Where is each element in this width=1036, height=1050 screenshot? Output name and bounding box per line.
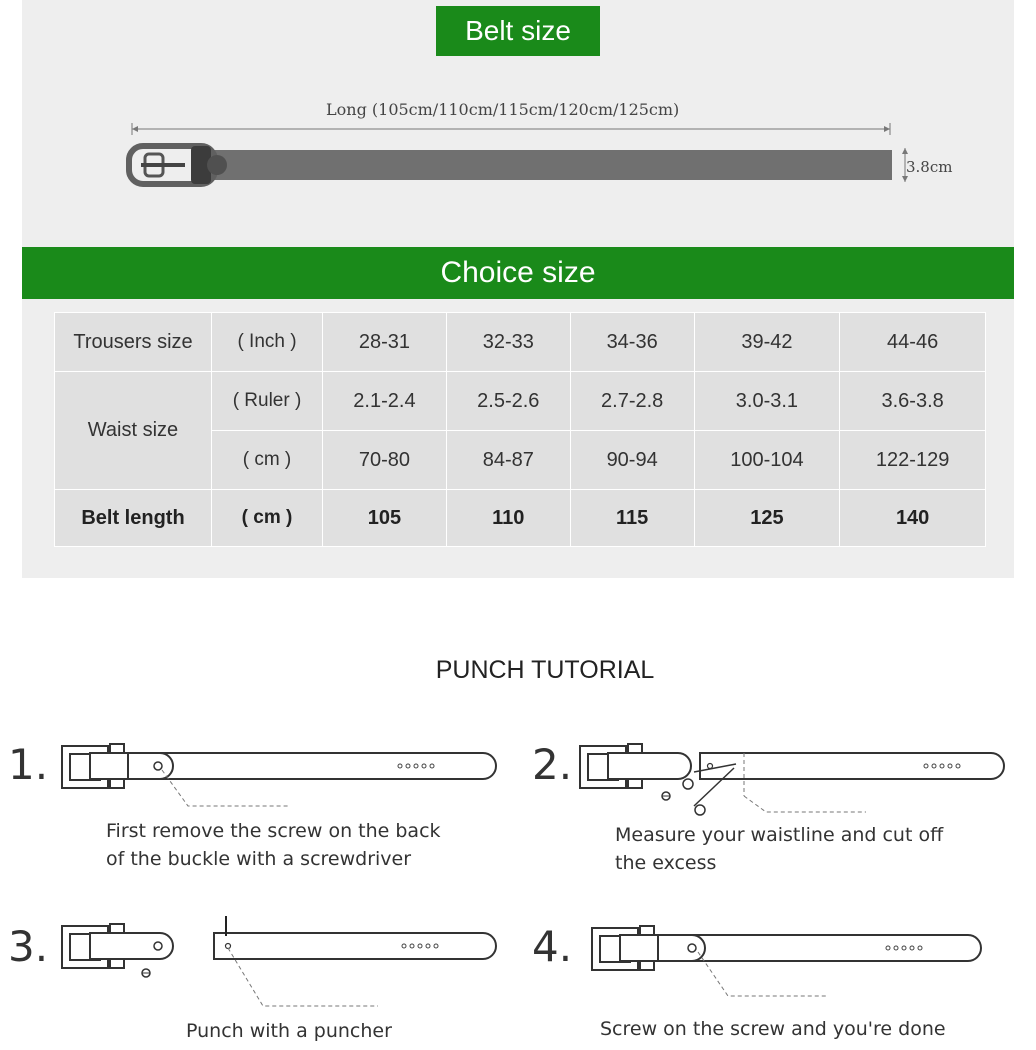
step-1-illustration	[58, 740, 498, 815]
table-cell: 110	[446, 490, 570, 547]
step-3-illustration	[58, 912, 508, 1012]
waist-size-label: Waist size	[55, 372, 212, 490]
belt-illustration	[125, 140, 965, 190]
ruler-unit: ( Ruler )	[212, 372, 323, 431]
belt-length-label: Belt length	[55, 490, 212, 547]
step-1-number: 1.	[8, 740, 49, 789]
step-4-text: Screw on the screw and you're done	[600, 1018, 946, 1040]
step-3-number: 3.	[8, 922, 49, 971]
table-row	[55, 372, 986, 431]
inch-unit: ( Inch )	[212, 313, 323, 372]
table-cell: 84-87	[446, 431, 570, 490]
table-cell: 2.7-2.8	[570, 372, 694, 431]
trousers-size-label: Trousers size	[55, 313, 212, 372]
table-cell: 2.1-2.4	[323, 372, 447, 431]
table-cell: 44-46	[840, 313, 986, 372]
step-2-illustration	[576, 736, 1016, 821]
cm-unit: ( cm )	[212, 431, 323, 490]
step-2-text: Measure your waistline and cut off the excess	[615, 824, 944, 874]
belt-length-unit: ( cm )	[212, 490, 323, 547]
table-cell: 28-31	[323, 313, 447, 372]
step-1-text: First remove the screw on the back of the buckle with a screwdriver	[106, 820, 441, 870]
table-cell: 115	[570, 490, 694, 547]
size-chart-table	[54, 312, 986, 547]
table-cell: 105	[323, 490, 447, 547]
table-cell: 100-104	[694, 431, 840, 490]
step-2-number: 2.	[532, 740, 573, 789]
table-cell: 140	[840, 490, 986, 547]
table-cell: 2.5-2.6	[446, 372, 570, 431]
belt-size-heading: Belt size	[436, 6, 600, 56]
step-3-text: Punch with a puncher	[186, 1020, 392, 1042]
punch-tutorial-title: PUNCH TUTORIAL	[435, 656, 655, 684]
choice-size-heading: Choice size	[22, 247, 1014, 299]
step-4-number: 4.	[532, 922, 573, 971]
table-row	[55, 313, 986, 372]
belt-width-label: 3.8cm	[906, 158, 953, 176]
table-cell: 90-94	[570, 431, 694, 490]
table-cell: 3.0-3.1	[694, 372, 840, 431]
step-4-illustration	[588, 916, 1028, 1006]
table-cell: 34-36	[570, 313, 694, 372]
table-cell: 122-129	[840, 431, 986, 490]
belt-length-label: Long (105cm/110cm/115cm/120cm/125cm)	[326, 100, 680, 119]
length-dimension-line	[130, 122, 892, 136]
table-cell: 32-33	[446, 313, 570, 372]
table-cell: 70-80	[323, 431, 447, 490]
table-cell: 3.6-3.8	[840, 372, 986, 431]
table-cell: 125	[694, 490, 840, 547]
table-row	[55, 490, 986, 547]
table-cell: 39-42	[694, 313, 840, 372]
